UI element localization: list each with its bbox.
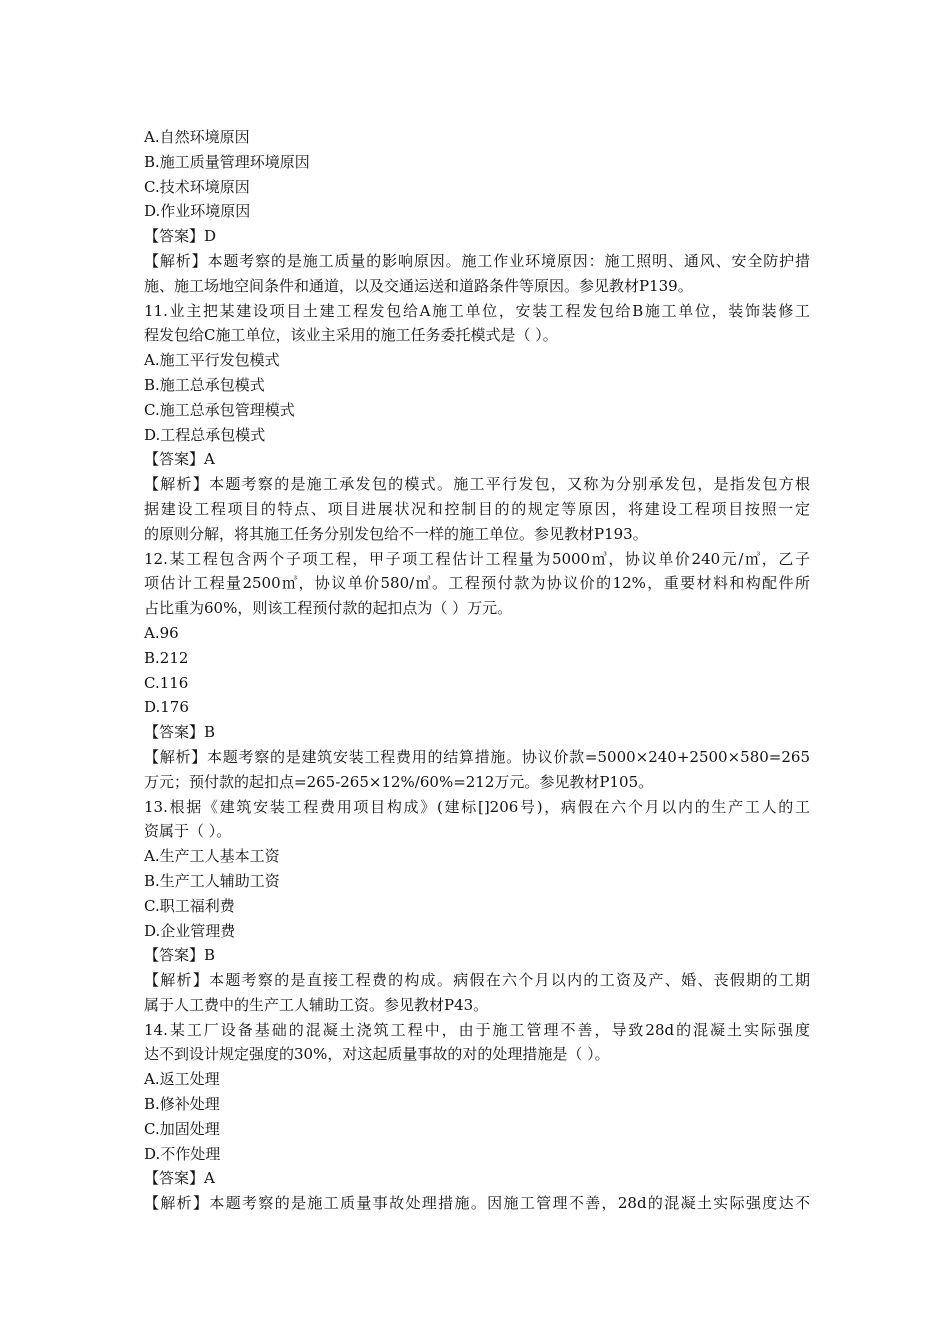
analysis-line: 施、施工场地空间条件和通道，以及交通运送和道路条件等原因。参见教材P139。 [144, 276, 693, 295]
analysis-line: 【解析】本题考察的是施工承发包的模式。施工平行发包，又称为分别承发包，是指发包方根 [144, 475, 810, 494]
option-d: D.工程总承包模式 [144, 425, 266, 444]
option-a: A.返工处理 [144, 1070, 220, 1089]
answer-line: 【答案】B [144, 946, 216, 965]
analysis-line: 万元；预付款的起扣点=265-265×12%/60%=212万元。参见教材P105。 [144, 772, 654, 791]
question-11-cont: 程发包给C施工单位，该业主采用的施工任务委托模式是（ ）。 [144, 326, 558, 345]
question-12-cont: 项估计工程量2500㎥，协议单价580/㎥。工程预付款为协议价的12%，重要材料和构配件所 [144, 574, 810, 593]
analysis-line: 的原则分解，将其施工任务分别发包给不一样的施工单位。参见教材P193。 [144, 524, 648, 543]
option-d: D.不作处理 [144, 1144, 221, 1163]
question-12: 12.某工程包含两个子项工程，甲子项工程估计工程量为5000㎥，协议单价240元/㎥，乙子 [144, 549, 810, 568]
answer-line: 【答案】A [144, 450, 215, 469]
option-b: B.施工质量管理环境原因 [144, 152, 310, 171]
analysis-line: 属于人工费中的生产工人辅助工资。参见教材P43。 [144, 995, 489, 1014]
option-c: C.116 [144, 673, 189, 692]
option-b: B.212 [144, 648, 189, 667]
option-a: A.生产工人基本工资 [144, 847, 280, 866]
option-b: B.施工总承包模式 [144, 375, 265, 394]
option-b: B.生产工人辅助工资 [144, 871, 280, 890]
analysis-line: 【解析】本题考察的是建筑安装工程费用的结算措施。协议价款=5000×240+2500×580=265 [144, 747, 810, 766]
option-a: A.96 [144, 623, 179, 642]
answer-line: 【答案】B [144, 723, 216, 742]
question-13-cont: 资属于（ ）。 [144, 822, 232, 841]
option-d: D.企业管理费 [144, 921, 236, 940]
document-page [144, 125, 810, 1216]
option-c: C.技术环境原因 [144, 177, 250, 196]
analysis-line: 【解析】本题考察的是施工质量的影响原因。施工作业环境原因：施工照明、通风、安全防护措 [144, 251, 810, 270]
analysis-line: 【解析】本题考察的是施工质量事故处理措施。因施工管理不善，28d的混凝土实际强度达不 [144, 1194, 810, 1213]
option-a: A.施工平行发包模式 [144, 351, 280, 370]
option-b: B.修补处理 [144, 1095, 220, 1114]
option-c: C.施工总承包管理模式 [144, 400, 295, 419]
option-a: A.自然环境原因 [144, 128, 250, 146]
option-c: C.加固处理 [144, 1119, 220, 1138]
option-c: C.职工福利费 [144, 896, 235, 915]
question-14-cont: 达不到设计规定强度的30%，对这起质量事故的对的处理措施是（ ）。 [144, 1045, 610, 1064]
question-11: 11.业主把某建设项目土建工程发包给A施工单位，安装工程发包给B施工单位，装饰装修工 [144, 301, 810, 320]
option-d: D.176 [144, 698, 189, 717]
answer-line: 【答案】A [144, 1169, 215, 1188]
option-d: D.作业环境原因 [144, 202, 251, 221]
question-14: 14.某工厂设备基础的混凝土浇筑工程中，由于施工管理不善，导致28d的混凝土实际强度 [144, 1020, 810, 1039]
answer-line: 【答案】D [144, 227, 217, 246]
question-12-cont: 占比重为60%，则该工程预付款的起扣点为（ ）万元。 [144, 599, 513, 618]
analysis-line: 【解析】本题考察的是直接工程费的构成。病假在六个月以内的工资及产、婚、丧假期的工期 [144, 971, 810, 990]
analysis-line: 据建设工程项目的特点、项目进展状况和控制目的的规定等原因，将建设工程项目按照一定 [144, 499, 810, 518]
question-13: 13.根据《建筑安装工程费用项目构成》(建标[]206号)，病假在六个月以内的生产工人的工 [144, 797, 810, 816]
